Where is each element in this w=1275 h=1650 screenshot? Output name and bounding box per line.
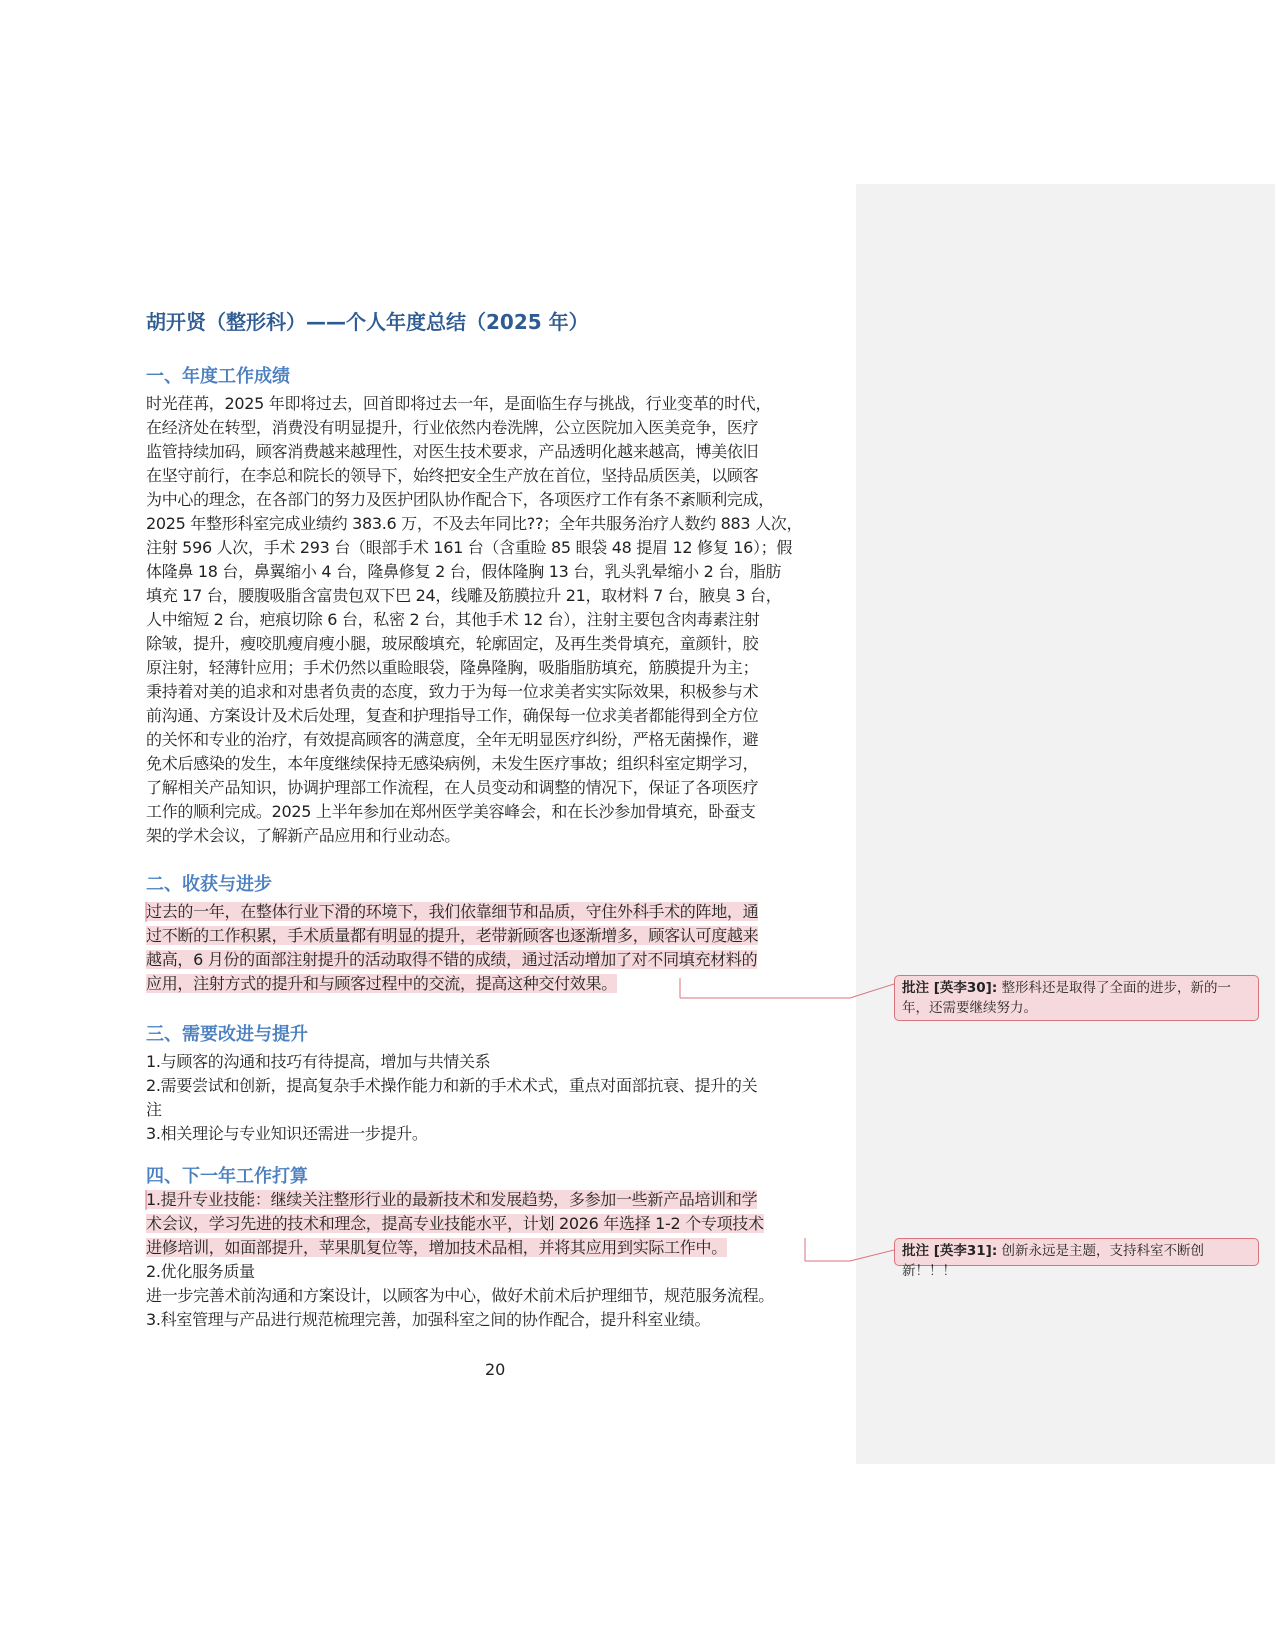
body-text-line: 前沟通、方案设计及术后处理，复查和护理指导工作，确保每一位求美者都能得到全方位 (146, 706, 759, 725)
body-text-line: 注 (146, 1100, 162, 1119)
commented-text-line: 过不断的工作积累，手术质量都有明显的提升，老带新顾客也逐渐增多，顾客认可度越来 (146, 926, 759, 945)
body-text-line: 进一步完善术前沟通和方案设计，以顾客为中心，做好术前术后护理细节，规范服务流程。 (146, 1286, 775, 1305)
section-heading: 二、收获与进步 (146, 874, 272, 895)
body-text-line: 除皱，提升，瘦咬肌瘦肩瘦小腿，玻尿酸填充，轮廓固定，及再生类骨填充，童颜针，胶 (146, 634, 759, 653)
body-text-line: 为中心的理念，在各部门的努力及医护团队协作配合下，各项医疗工作有条不紊顺利完成， (146, 490, 775, 509)
body-text-line: 在坚守前行，在李总和院长的领导下，始终把安全生产放在首位，坚持品质医美，以顾客 (146, 466, 759, 485)
section-heading: 一、年度工作成绩 (146, 366, 290, 387)
commented-text-line: 1.提升专业技能：继续关注整形行业的最新技术和发展趋势，多参加一些新产品培训和学 (146, 1190, 758, 1209)
body-text-line: 了解相关产品知识，协调护理部工作流程，在人员变动和调整的情况下，保证了各项医疗 (146, 778, 759, 797)
body-text-line: 3.科室管理与产品进行规范梳理完善，加强科室之间的协作配合，提升科室业绩。 (146, 1310, 711, 1329)
body-text-line: 3.相关理论与专业知识还需进一步提升。 (146, 1124, 428, 1143)
commented-text-line: 术会议，学习先进的技术和理念，提高专业技能水平，计划 2026 年选择 1-2 个专项技术 (146, 1214, 764, 1233)
body-text-line: 2.需要尝试和创新，提高复杂手术操作能力和新的手术术式，重点对面部抗衰、提升的关 (146, 1076, 758, 1095)
body-text-line: 2025 年整形科室完成业绩约 383.6 万，不及去年同比??；全年共服务治疗人数约 883 人次， (146, 514, 803, 533)
body-text-line: 架的学术会议，了解新产品应用和行业动态。 (146, 826, 461, 845)
section-heading: 四、下一年工作打算 (146, 1166, 308, 1187)
body-text-line: 人中缩短 2 台，疤痕切除 6 台，私密 2 台，其他手术 12 台），注射主要包含肉毒素注射 (146, 610, 760, 629)
body-text-line: 2.优化服务质量 (146, 1262, 255, 1281)
body-text-line: 时光荏苒，2025 年即将过去，回首即将过去一年，是面临生存与挑战，行业变革的时代， (146, 394, 772, 413)
body-text-line: 工作的顺利完成。2025 上半年参加在郑州医学美容峰会，和在长沙参加骨填充，卧蚕支 (146, 802, 756, 821)
section-heading: 三、需要改进与提升 (146, 1024, 308, 1045)
comment-box[interactable] (894, 1238, 1259, 1279)
body-text-line: 监管持续加码，顾客消费越来越理性，对医生技术要求，产品透明化越来越高，博美依旧 (146, 442, 759, 461)
comment-text: 创新永远是主题，支持科室不断创新！！！ (902, 1243, 1205, 1279)
document-title: 胡开贤（整形科）——个人年度总结（2025 年） (146, 310, 589, 334)
body-text-line: 免术后感染的发生，本年度继续保持无感染病例，未发生医疗事故；组织科室定期学习， (146, 754, 759, 773)
commented-text-line: 越高，6 月份的面部注射提升的活动取得不错的成绩，通过活动增加了对不同填充材料的 (146, 950, 758, 969)
body-text-line: 1.与顾客的沟通和技巧有待提高，增加与共情关系 (146, 1052, 491, 1071)
body-text-line: 体隆鼻 18 台，鼻翼缩小 4 台，隆鼻修复 2 台，假体隆胸 13 台，乳头乳晕缩小 2 台，脂肪 (146, 562, 782, 581)
comment-text: 整形科还是取得了全面的进步，新的一年，还需要继续努力。 (902, 980, 1232, 1016)
comment-box[interactable] (894, 975, 1259, 1021)
comment-label: 批注 [英李31]: (902, 1243, 998, 1259)
comment-label: 批注 [英李30]: (902, 980, 998, 996)
body-text-line: 秉持着对美的追求和对患者负责的态度，致力于为每一位求美者实实际效果，积极参与术 (146, 682, 759, 701)
body-text-line: 在经济处在转型，消费没有明显提升，行业依然内卷洗牌，公立医院加入医美竞争，医疗 (146, 418, 759, 437)
commented-text-line: 过去的一年，在整体行业下滑的环境下，我们依靠细节和品质，守住外科手术的阵地，通 (146, 902, 759, 921)
comment-connector-line (680, 984, 894, 998)
commented-text-line: 应用，注射方式的提升和与顾客过程中的交流，提高这种交付效果。 (146, 974, 618, 993)
body-text-line: 原注射，轻薄针应用；手术仍然以重睑眼袋，隆鼻隆胸，吸脂脂肪填充，筋膜提升为主； (146, 658, 759, 677)
body-text-line: 注射 596 人次，手术 293 台（眼部手术 161 台（含重睑 85 眼袋 48 提眉 12 修复 16）；假 (146, 538, 793, 557)
commented-text-line: 进修培训，如面部提升，苹果肌复位等，增加技术品相，并将其应用到实际工作中。 (146, 1238, 727, 1257)
body-text-line: 的关怀和专业的治疗，有效提高顾客的满意度，全年无明显医疗纠纷，严格无菌操作，避 (146, 730, 759, 749)
page-number: 20 (485, 1360, 506, 1379)
comment-connector-line (805, 1250, 894, 1261)
body-text-line: 填充 17 台，腰腹吸脂含富贵包双下巴 24，线雕及筋膜拉升 21，取材料 7 台，腋臭 3 台， (146, 586, 782, 605)
